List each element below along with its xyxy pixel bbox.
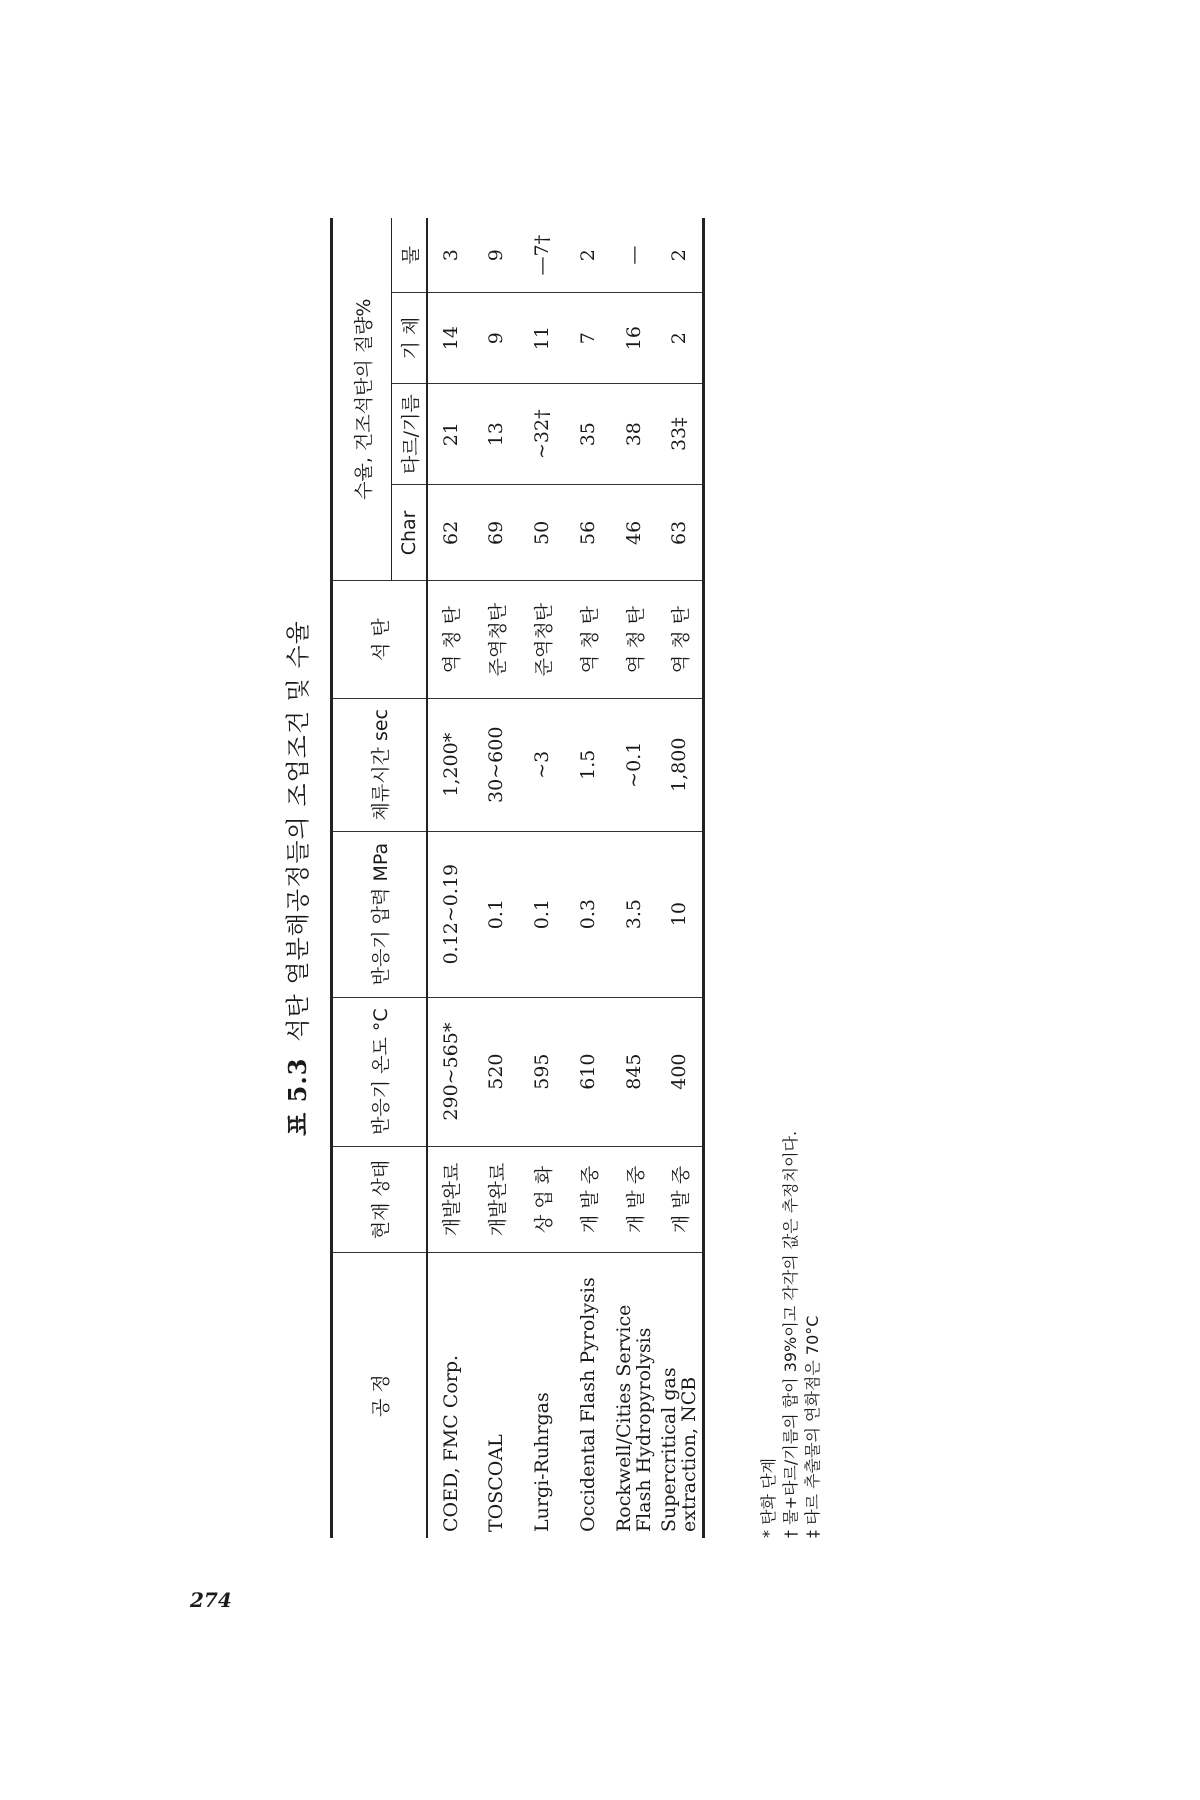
cell-residence: ~0.1 [611, 698, 657, 831]
cell-water: 2 [668, 249, 691, 262]
header-yield-group: 수율, 건조석탄의 질량% [352, 298, 375, 500]
header-char: Char [392, 485, 428, 581]
cell-status: 상 업 화 [519, 1146, 565, 1253]
cell-char: 56 [565, 485, 611, 581]
footnotes [758, 1131, 824, 1538]
cell-process: COED, FMC Corp. [427, 1253, 473, 1538]
cell-temp: 290~565* [427, 997, 473, 1146]
cell-process: TOSCOAL [473, 1253, 519, 1538]
cell-residence: 1,800 [657, 698, 703, 831]
cell-gas: 9 [473, 293, 519, 384]
cell-pressure: 10 [657, 831, 703, 997]
table-body [427, 218, 703, 1538]
cell-temp: 845 [611, 997, 657, 1146]
cell-pressure: 3.5 [611, 831, 657, 997]
header-pressure: 반응기 압력 MPa [332, 831, 428, 997]
cell-process: Supercritical gas extraction, NCB [657, 1253, 703, 1538]
cell-coal: 준역청탄 [519, 581, 565, 698]
cell-coal: 준역청탄 [473, 581, 519, 698]
cell-temp: 400 [657, 997, 703, 1146]
header-water: 물 [392, 218, 428, 293]
table-row [473, 218, 519, 1538]
cell-pressure: 0.1 [519, 831, 565, 997]
cell-tar: 38 [611, 384, 657, 485]
cell-water: 2 [577, 249, 599, 262]
table-row [427, 218, 473, 1538]
cell-residence: 30~600 [473, 698, 519, 831]
cell-gas: 16 [611, 293, 657, 384]
header-coal: 석 탄 [332, 581, 428, 698]
cell-process: Lurgi-Ruhrgas [519, 1253, 565, 1538]
cell-temp: 520 [473, 997, 519, 1146]
cell-pressure: 0.12~0.19 [427, 831, 473, 997]
cell-water: —7† [531, 234, 553, 276]
cell-water: 9 [485, 249, 507, 262]
cell-water: 3 [439, 249, 462, 262]
cell-residence: 1,200* [427, 698, 473, 831]
header-process: 공 정 [332, 1253, 428, 1538]
cell-status: 개 발 중 [611, 1146, 657, 1253]
cell-coal: 역 청 탄 [427, 581, 473, 698]
cell-gas: 14 [427, 293, 473, 384]
cell-tar: 13 [473, 384, 519, 485]
cell-tar: ~32† [519, 384, 565, 485]
cell-gas: 7 [565, 293, 611, 384]
cell-char: 63 [657, 485, 703, 581]
cell-coal: 역 청 탄 [657, 581, 703, 698]
table-title-text: 석탄 열분해공정들의 조업조건 및 수율 [284, 620, 312, 1042]
cell-status: 개 발 중 [657, 1146, 703, 1253]
cell-coal: 역 청 탄 [611, 581, 657, 698]
cell-water: — [623, 245, 645, 265]
table-row [519, 218, 565, 1538]
cell-process: Rockwell/Cities Service Flash Hydropyrolysis [611, 1253, 657, 1538]
pyrolysis-table [330, 218, 705, 1538]
cell-status: 개 발 중 [565, 1146, 611, 1253]
header-gas: 기 체 [392, 293, 428, 384]
footnote: † 물+타르/기름의 합이 39%이고 각각의 값은 추정치이다. [781, 1130, 800, 1538]
table-row [657, 218, 703, 1538]
cell-char: 46 [611, 485, 657, 581]
cell-tar: 33‡ [657, 384, 703, 485]
cell-char: 50 [519, 485, 565, 581]
header-residence: 체류시간 sec [332, 698, 428, 831]
cell-temp: 595 [519, 997, 565, 1146]
table-row [565, 218, 611, 1538]
cell-tar: 21 [427, 384, 473, 485]
rotated-table-block [278, 218, 838, 1538]
cell-tar: 35 [565, 384, 611, 485]
table-header [332, 218, 428, 1538]
cell-status: 개발완료 [427, 1146, 473, 1253]
footnote: ‡ 타르 추출물의 연화점은 70°C [803, 1315, 822, 1538]
header-tar: 타르/기름 [392, 384, 428, 485]
cell-residence: ~3 [519, 698, 565, 831]
table-label: 표 5.3 [283, 1057, 312, 1136]
cell-coal: 역 청 탄 [565, 581, 611, 698]
cell-temp: 610 [565, 997, 611, 1146]
table-row [611, 218, 657, 1538]
cell-gas: 2 [657, 293, 703, 384]
cell-pressure: 0.1 [473, 831, 519, 997]
table-title [278, 218, 313, 1538]
cell-process: Occidental Flash Pyrolysis [565, 1253, 611, 1538]
cell-residence: 1.5 [565, 698, 611, 831]
footnote: * 탄화 단계 [759, 1458, 778, 1538]
cell-pressure: 0.3 [565, 831, 611, 997]
cell-char: 69 [473, 485, 519, 581]
header-temp: 반응기 온도 °C [332, 997, 428, 1146]
cell-char: 62 [427, 485, 473, 581]
cell-gas: 11 [519, 293, 565, 384]
header-status: 현재 상태 [332, 1146, 428, 1253]
cell-status: 개발완료 [473, 1146, 519, 1253]
page-number: 274 [190, 1588, 232, 1612]
